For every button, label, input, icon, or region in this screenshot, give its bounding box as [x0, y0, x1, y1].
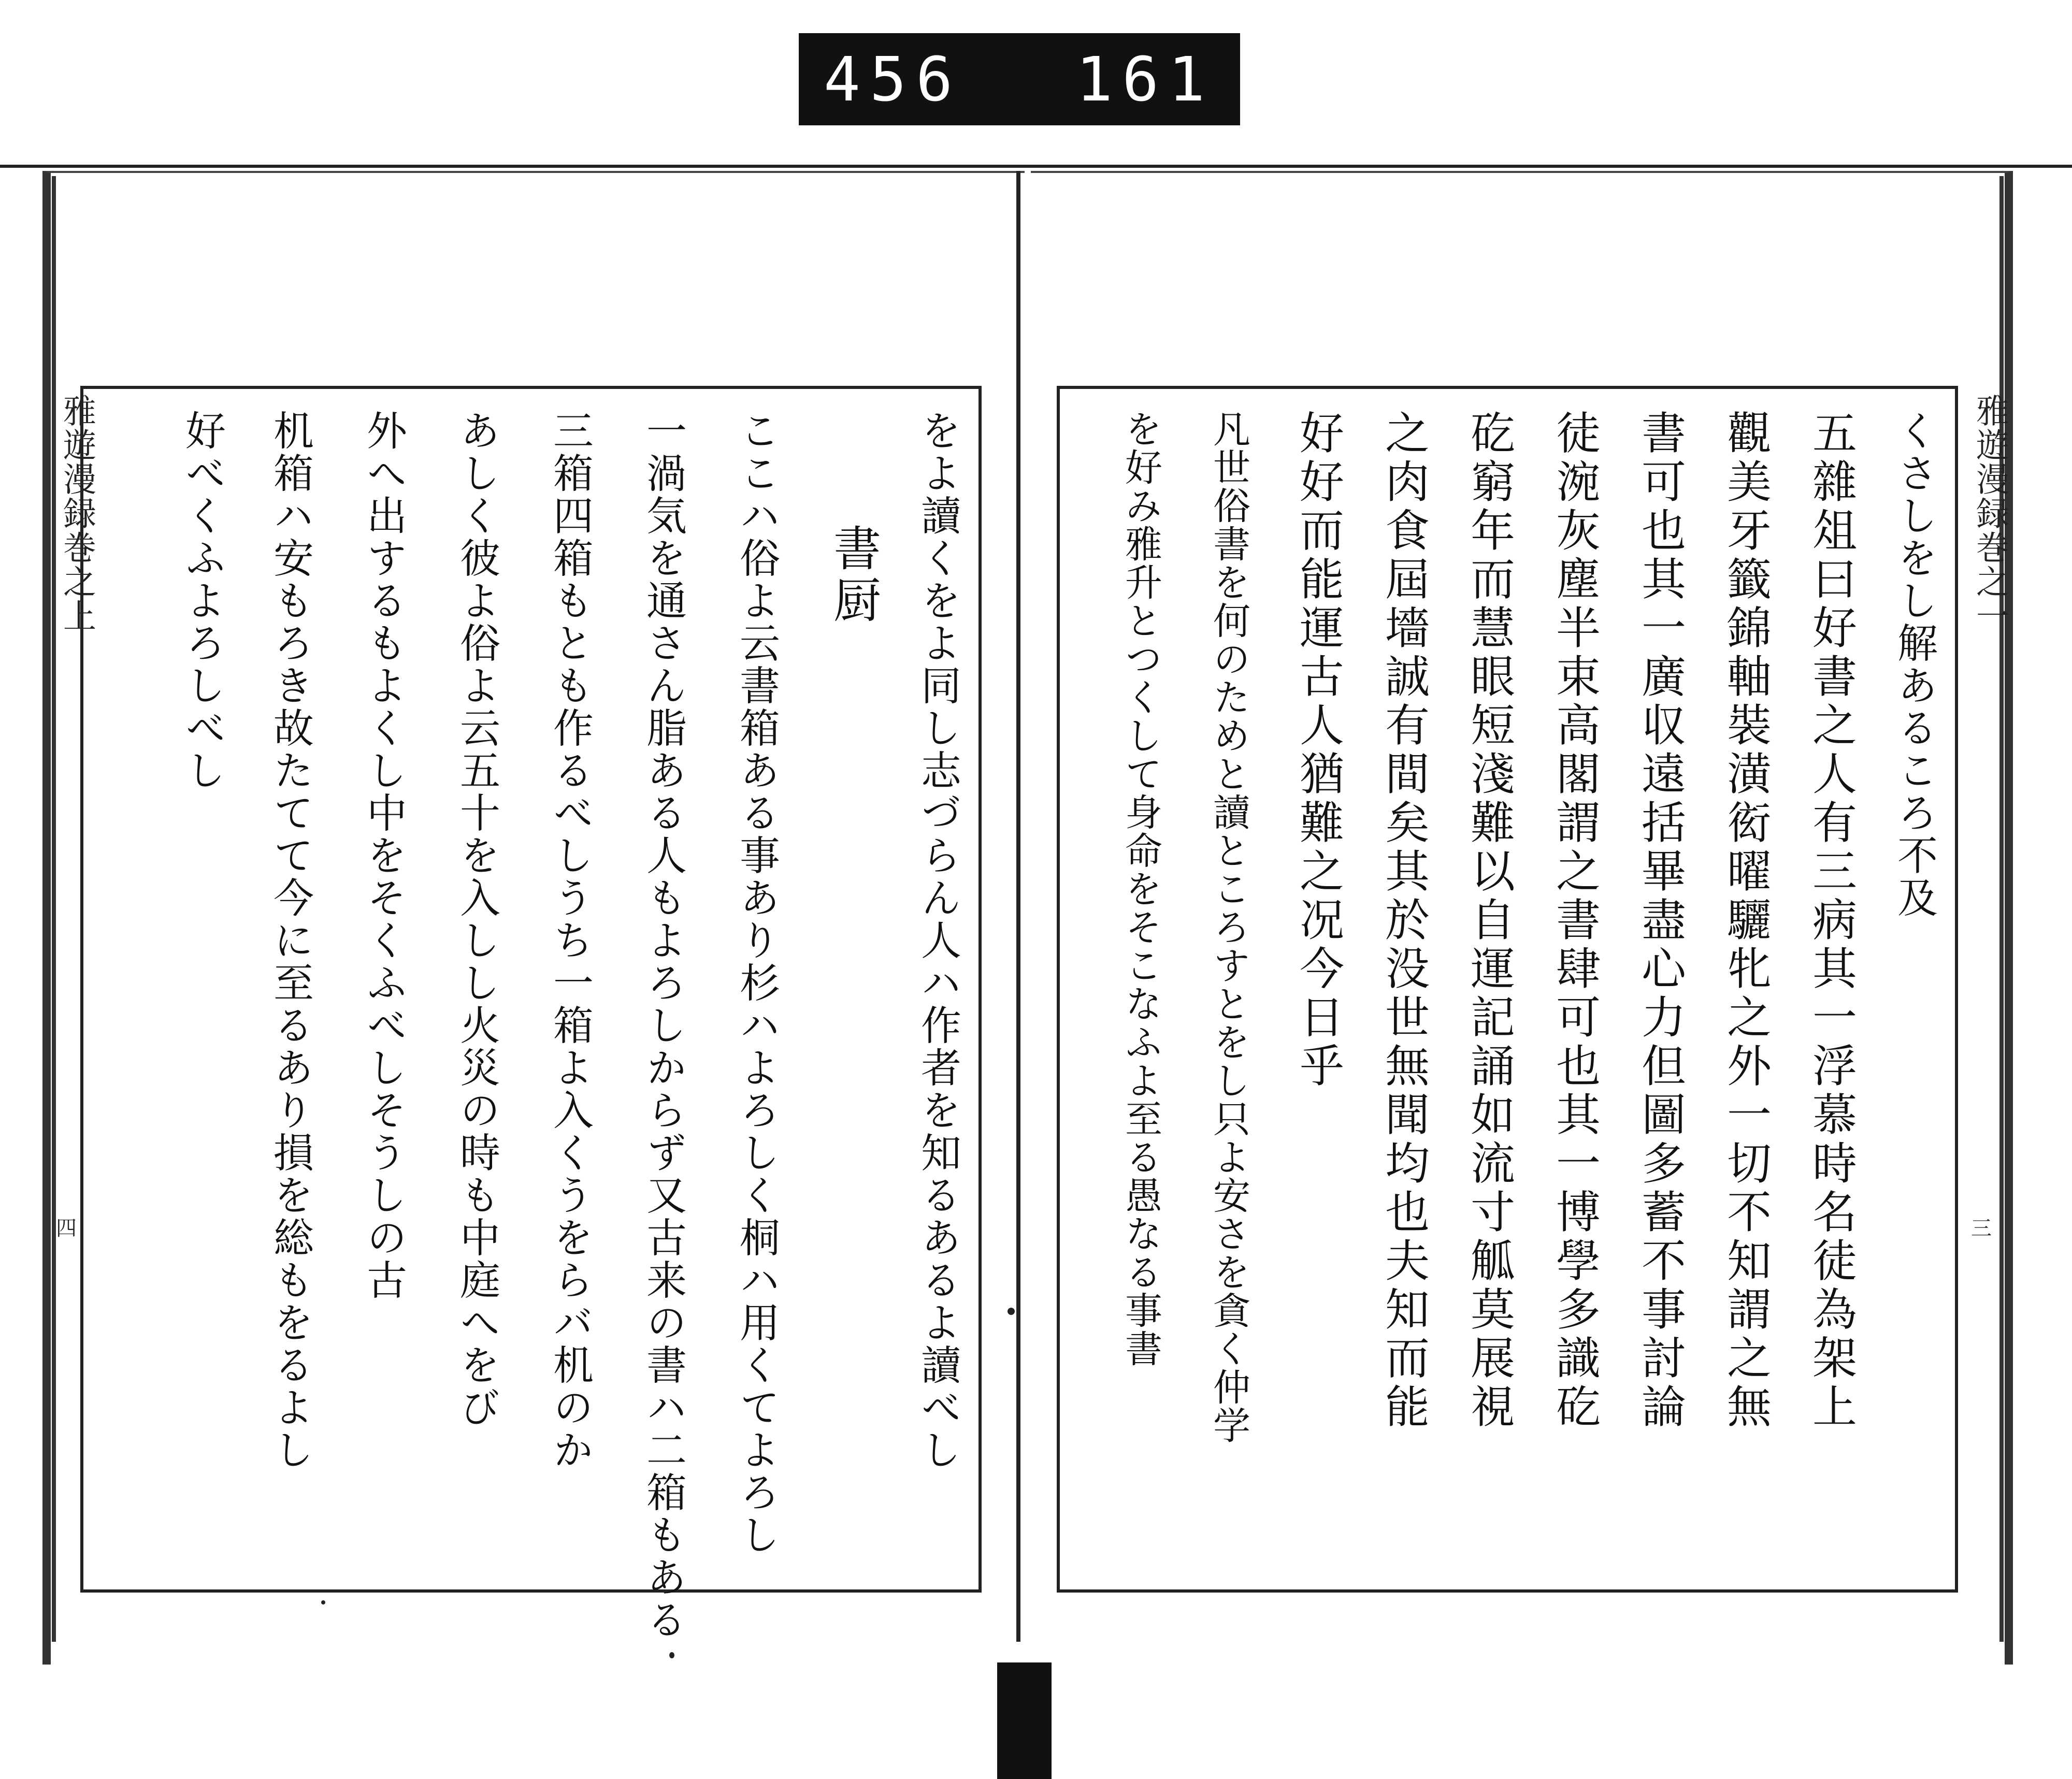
frame-number-label [799, 33, 1240, 125]
text-column: 五雜俎曰好書之人有三病其一浮慕時名徒為架上 [1805, 410, 1857, 1432]
frame-number-right: 161 [1076, 44, 1215, 115]
text-column: 凡世俗書を何のためと讀ところすとをし只よ安さを貪く仲学 [1207, 410, 1250, 1444]
book-spine [1016, 171, 1020, 1642]
text-column: をよ讀くをよ同し志づらん人ハ作者を知るあるよ讀べし [914, 410, 961, 1471]
right-text-frame [1057, 386, 1958, 1593]
scan-speck [1008, 1308, 1015, 1315]
scan-speck [669, 1652, 674, 1658]
spine-clip [997, 1662, 1052, 1779]
left-margin-title: 雅遊漫録巻之上 [57, 394, 96, 633]
section-heading: 書厨 [826, 524, 881, 627]
text-column: 三箱四箱もとも作るべしうち一箱よ入くうをらバ机のか [546, 410, 593, 1471]
text-column: ここハ俗よ云書箱ある事あり杉ハよろしく桐ハ用くてよろし [733, 410, 780, 1556]
right-folio: 三 [1971, 1217, 1992, 1240]
scan-speck [321, 1600, 325, 1604]
text-column: 机箱ハ安もろき故たてて今に至るあり損を総もをるよし [267, 410, 313, 1471]
text-column: 觀美牙籤錦軸裝潢衒曜驪牝之外一切不知謂之無 [1719, 410, 1771, 1432]
scanner-top-rule [0, 165, 2072, 168]
frame-number-left: 456 [824, 44, 962, 115]
left-text-frame [80, 386, 982, 1641]
left-folio: 四 [56, 1217, 77, 1240]
text-column: あしく彼よ俗よ云五十を入しし火災の時も中庭へをび [453, 410, 500, 1429]
text-column: 外へ出するもよくし中をそくふべしそうしの古 [360, 410, 407, 1301]
text-column: を好み雅升とつくして身命をそこなふよ至る愚なる事書 [1119, 410, 1162, 1368]
text-column: 書可也其一廣収遠括畢盡心力但圖多蓄不事討論 [1634, 410, 1686, 1432]
right-margin-title: 雅遊漫録巻之一 [1970, 394, 2009, 633]
text-column: 好べくふよろしべし [179, 410, 225, 792]
text-column: 好好而能運古人猶難之况今日乎 [1292, 410, 1344, 1091]
text-column: 一渦気を通さん脂ある人もよろしからず又古来の書ハ二箱もある [640, 410, 686, 1641]
text-column: くさしをし解あるころ不及 [1891, 410, 1937, 919]
text-column: 之肉食屆墻誠有間矣其於没世無聞均也夫知而能 [1377, 410, 1429, 1432]
text-column: 徒涴灰塵半束高閣謂之書肆可也其一博學多識矻 [1548, 410, 1600, 1432]
text-column: 矻窮年而慧眼短淺難以自運記誦如流寸觚莫展視 [1463, 410, 1515, 1432]
